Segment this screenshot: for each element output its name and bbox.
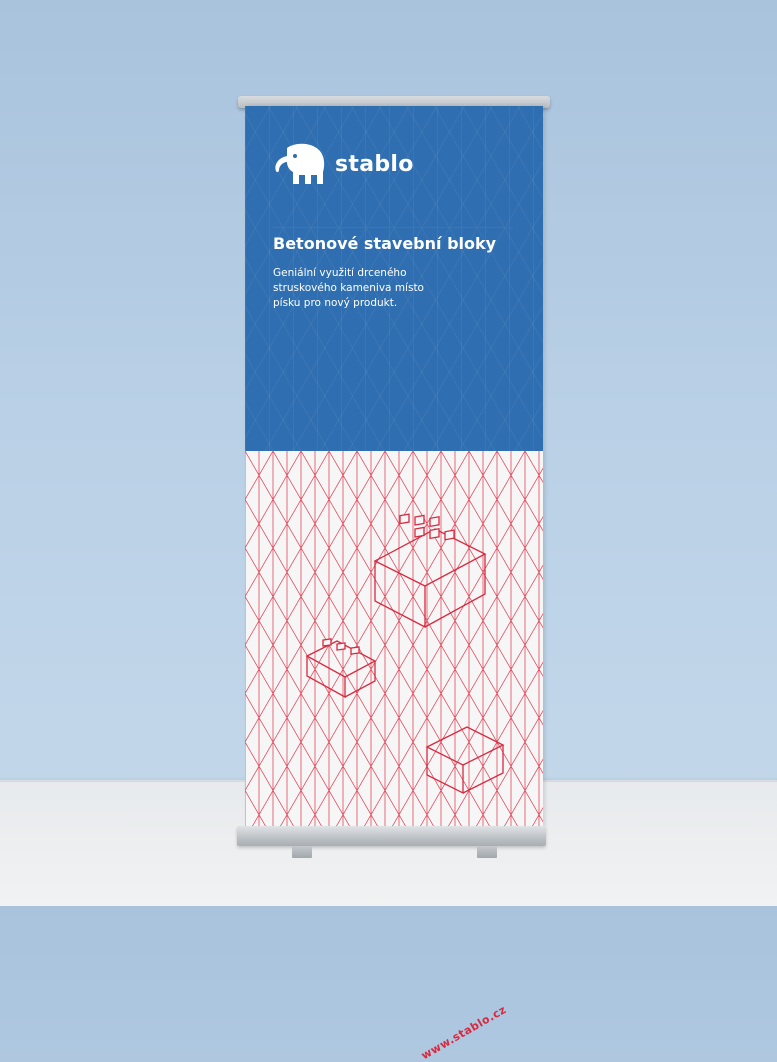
description-line: Geniální využití drceného	[273, 267, 407, 279]
banner-description	[273, 266, 473, 311]
base-foot-right	[477, 846, 497, 858]
elephant-icon	[273, 142, 327, 186]
isometric-grid-illustration	[245, 451, 543, 828]
description-line: struskového kameniva místo	[273, 282, 424, 294]
brand-name: stablo	[335, 151, 414, 177]
rollup-banner	[245, 106, 543, 1062]
banner-base	[237, 826, 546, 846]
description-line: písku pro nový produkt.	[273, 297, 398, 309]
brand-logo	[273, 142, 414, 186]
red-divider	[273, 227, 513, 228]
isometric-grid-section	[245, 451, 543, 1062]
banner-blue-section	[245, 106, 543, 451]
banner-headline: Betonové stavební bloky	[273, 234, 497, 253]
website-url: www.stablo.cz	[419, 1003, 509, 1062]
base-foot-left	[292, 846, 312, 858]
